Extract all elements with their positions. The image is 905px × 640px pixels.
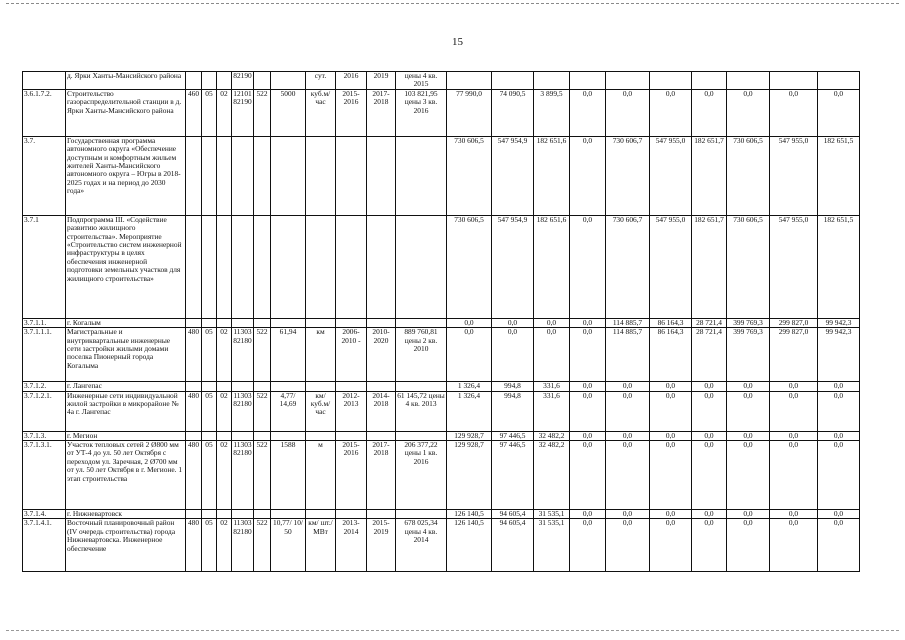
- table-row: [23, 431, 860, 440]
- table-cell: 547 955,0: [770, 136, 818, 215]
- table-cell: 74 090,5: [492, 89, 534, 136]
- table-cell: 0,0: [727, 382, 770, 391]
- table-cell: 480: [186, 441, 202, 510]
- table-cell: 114 885,7: [606, 328, 650, 382]
- table-cell: [396, 215, 447, 318]
- table-cell: 547 955,0: [650, 215, 692, 318]
- table-cell: 86 164,3: [650, 328, 692, 382]
- table-cell: 547 955,0: [650, 136, 692, 215]
- table-cell: 0,0: [692, 89, 727, 136]
- table-cell: 99 942,3: [818, 328, 860, 382]
- row-name-cell: г. Лангепас: [66, 382, 186, 391]
- table-row: [23, 441, 860, 510]
- table-cell: 4,77/ 14,69: [271, 391, 306, 431]
- row-name-cell: Магистральные и внутриквартальные инженерные сети застройки жилыми домами поселка Пионерный города Когалыма: [66, 328, 186, 382]
- row-code-cell: 3.7.1.3.: [23, 431, 66, 440]
- table-cell: [217, 431, 232, 440]
- table-cell: [232, 318, 254, 327]
- table-cell: 331,6: [534, 382, 570, 391]
- table-cell: [818, 72, 860, 90]
- table-row: [23, 519, 860, 572]
- table-cell: 0,0: [650, 441, 692, 510]
- table-row: [23, 382, 860, 391]
- table-cell: [570, 72, 606, 90]
- table-cell: [186, 136, 202, 215]
- table-cell: 32 482,2: [534, 431, 570, 440]
- row-name-cell: г. Когалым: [66, 318, 186, 327]
- table-row: [23, 510, 860, 519]
- table-cell: 0,0: [606, 391, 650, 431]
- table-cell: 05: [202, 441, 217, 510]
- table-cell: [186, 318, 202, 327]
- table-cell: 0,0: [570, 382, 606, 391]
- table-cell: 0,0: [770, 382, 818, 391]
- table-cell: 0,0: [606, 519, 650, 572]
- table-cell: [217, 72, 232, 90]
- table-cell: [367, 136, 396, 215]
- table-cell: 2014-2018: [367, 391, 396, 431]
- table-cell: 994,8: [492, 391, 534, 431]
- table-cell: 0,0: [650, 89, 692, 136]
- table-row: [23, 89, 860, 136]
- table-cell: 28 721,4: [692, 318, 727, 327]
- table-cell: [336, 215, 367, 318]
- table-cell: 299 827,0: [770, 328, 818, 382]
- table-cell: 480: [186, 391, 202, 431]
- table-cell: 0,0: [570, 215, 606, 318]
- table-cell: км: [306, 328, 336, 382]
- table-cell: 0,0: [570, 391, 606, 431]
- table-cell: 460: [186, 89, 202, 136]
- table-cell: 129 928,7: [447, 441, 492, 510]
- table-cell: [217, 215, 232, 318]
- table-cell: цены 4 кв. 2015: [396, 72, 447, 90]
- table-cell: [202, 382, 217, 391]
- table-cell: [396, 431, 447, 440]
- table-cell: 2015-2016: [336, 441, 367, 510]
- table-cell: 0,0: [570, 89, 606, 136]
- table-cell: 05: [202, 89, 217, 136]
- table-row: [23, 391, 860, 431]
- table-cell: 0,0: [818, 391, 860, 431]
- row-code-cell: 3.7.1.4.1.: [23, 519, 66, 572]
- row-name-cell: г. Нижневартовск: [66, 510, 186, 519]
- table-cell: [727, 72, 770, 90]
- table-row: [23, 215, 860, 318]
- table-cell: 480: [186, 519, 202, 572]
- table-cell: 86 164,3: [650, 318, 692, 327]
- table-cell: 0,0: [727, 431, 770, 440]
- table-cell: 126 140,5: [447, 510, 492, 519]
- table-cell: 0,0: [692, 431, 727, 440]
- table-cell: [367, 431, 396, 440]
- table-cell: 0,0: [606, 382, 650, 391]
- table-cell: 0,0: [606, 89, 650, 136]
- table-cell: 0,0: [606, 431, 650, 440]
- table-cell: [202, 215, 217, 318]
- table-cell: [367, 382, 396, 391]
- table-cell: 28 721,4: [692, 328, 727, 382]
- table-row: [23, 328, 860, 382]
- table-cell: 97 446,5: [492, 431, 534, 440]
- table-cell: 0,0: [818, 431, 860, 440]
- table-cell: 0,0: [770, 519, 818, 572]
- table-cell: 2016: [336, 72, 367, 90]
- investment-program-table: [22, 71, 860, 572]
- table-cell: км/ куб.м/ час: [306, 391, 336, 431]
- table-cell: [254, 382, 271, 391]
- table-cell: [534, 72, 570, 90]
- table-cell: 11303 82180: [232, 441, 254, 510]
- table-cell: 547 955,0: [770, 215, 818, 318]
- table-cell: 480: [186, 328, 202, 382]
- table-cell: 02: [217, 89, 232, 136]
- row-code-cell: 3.7.1.4.: [23, 510, 66, 519]
- table-cell: 129 928,7: [447, 431, 492, 440]
- table-cell: 0,0: [447, 318, 492, 327]
- row-name-cell: Подпрограмма III. «Содействие развитию жилищного строительства». Мероприятие «Строительство систем инженерной инфраструктуры в целях обеспечения инженерной подготовки земельных участков для жилищного строительства»: [66, 215, 186, 318]
- table-cell: [306, 215, 336, 318]
- table-cell: 730 606,5: [727, 215, 770, 318]
- table-cell: 0,0: [570, 318, 606, 327]
- table-cell: [186, 431, 202, 440]
- table-cell: 0,0: [534, 318, 570, 327]
- table-cell: 730 606,5: [447, 215, 492, 318]
- table-cell: [396, 318, 447, 327]
- table-row: [23, 136, 860, 215]
- table-cell: [271, 318, 306, 327]
- table-cell: [254, 215, 271, 318]
- table-cell: [336, 510, 367, 519]
- table-cell: 31 535,1: [534, 519, 570, 572]
- table-cell: [606, 72, 650, 90]
- table-cell: 730 606,5: [727, 136, 770, 215]
- table-cell: 0,0: [650, 382, 692, 391]
- table-cell: [306, 510, 336, 519]
- table-cell: [306, 136, 336, 215]
- table-cell: [271, 510, 306, 519]
- table-cell: [232, 215, 254, 318]
- table-cell: [186, 510, 202, 519]
- table-cell: [336, 431, 367, 440]
- page-number: 15: [452, 36, 463, 48]
- table-cell: 114 885,7: [606, 318, 650, 327]
- table-cell: 547 954,9: [492, 136, 534, 215]
- table-cell: 97 446,5: [492, 441, 534, 510]
- table-cell: [202, 431, 217, 440]
- table-cell: 99 942,3: [818, 318, 860, 327]
- table-cell: 32 482,2: [534, 441, 570, 510]
- table-cell: 0,0: [447, 328, 492, 382]
- scan-top-edge: [6, 3, 899, 4]
- table-cell: 0,0: [570, 519, 606, 572]
- table-cell: 11303 82180: [232, 391, 254, 431]
- table-cell: 02: [217, 441, 232, 510]
- table-cell: куб.м/ час: [306, 89, 336, 136]
- table-cell: 0,0: [534, 328, 570, 382]
- table-cell: 0,0: [770, 510, 818, 519]
- table-cell: [367, 215, 396, 318]
- table-cell: 0,0: [692, 519, 727, 572]
- table-row: [23, 72, 860, 90]
- table-cell: 31 535,1: [534, 510, 570, 519]
- table-cell: [254, 318, 271, 327]
- row-code-cell: 3.7.1.2.1.: [23, 391, 66, 431]
- table-cell: 126 140,5: [447, 519, 492, 572]
- table-cell: [770, 72, 818, 90]
- row-name-cell: Строительство газораспределительной станции в д. Ярки Ханты-Мансийского района: [66, 89, 186, 136]
- table-cell: 206 377,22 цены 1 кв. 2016: [396, 441, 447, 510]
- table-cell: 0,0: [570, 328, 606, 382]
- table-cell: 1588: [271, 441, 306, 510]
- row-code-cell: 3.7.1.2.: [23, 382, 66, 391]
- row-code-cell: 3.6.1.7.2.: [23, 89, 66, 136]
- table-cell: 0,0: [570, 431, 606, 440]
- table-cell: [186, 215, 202, 318]
- row-name-cell: Участок тепловых сетей 2 Ø800 мм от УТ-4 до ул. 50 лет Октября с переходом ул. Заречная, 2 Ø700 мм от ул. 50 лет Октября в г. Мегионе. 1 этап строительства: [66, 441, 186, 510]
- table-cell: 182 651,5: [818, 215, 860, 318]
- table-cell: 05: [202, 391, 217, 431]
- table-cell: 331,6: [534, 391, 570, 431]
- table-cell: [202, 136, 217, 215]
- table-cell: 05: [202, 519, 217, 572]
- table-cell: [336, 318, 367, 327]
- table-cell: 11303 82180: [232, 328, 254, 382]
- table-cell: 2013-2014: [336, 519, 367, 572]
- table-cell: 0,0: [692, 391, 727, 431]
- table-cell: 522: [254, 89, 271, 136]
- table-cell: 11303 82180: [232, 519, 254, 572]
- table-cell: 0,0: [650, 431, 692, 440]
- table-cell: [271, 136, 306, 215]
- row-code-cell: 3.7.1: [23, 215, 66, 318]
- table-cell: [271, 382, 306, 391]
- table-cell: 0,0: [818, 510, 860, 519]
- row-name-cell: Инженерные сети индивидуальной жилой застройки в микрорайоне № 4а г. Лангепас: [66, 391, 186, 431]
- table-cell: [254, 431, 271, 440]
- table-cell: [202, 318, 217, 327]
- table-cell: 0,0: [727, 89, 770, 136]
- table-cell: 182 651,7: [692, 215, 727, 318]
- table-cell: [254, 72, 271, 90]
- table-cell: [232, 431, 254, 440]
- table-cell: [232, 136, 254, 215]
- table-cell: [271, 215, 306, 318]
- table-cell: 94 605,4: [492, 510, 534, 519]
- table-cell: 103 821,95 цены 3 кв. 2016: [396, 89, 447, 136]
- table-cell: [306, 431, 336, 440]
- table-cell: [396, 136, 447, 215]
- table-row: [23, 318, 860, 327]
- table-cell: 2017-2018: [367, 89, 396, 136]
- table-cell: 522: [254, 391, 271, 431]
- table-cell: 0,0: [650, 391, 692, 431]
- table-cell: 0,0: [818, 382, 860, 391]
- table-cell: [217, 510, 232, 519]
- table-cell: 522: [254, 328, 271, 382]
- table-cell: 730 606,7: [606, 136, 650, 215]
- table-cell: 02: [217, 391, 232, 431]
- table-cell: 182 651,7: [692, 136, 727, 215]
- scan-bottom-edge: [6, 630, 899, 631]
- row-code-cell: [23, 72, 66, 90]
- table-cell: 02: [217, 328, 232, 382]
- table-cell: 0,0: [727, 391, 770, 431]
- table-cell: [367, 318, 396, 327]
- table-cell: 94 605,4: [492, 519, 534, 572]
- table-cell: 399 769,3: [727, 318, 770, 327]
- table-cell: [650, 72, 692, 90]
- table-cell: 0,0: [606, 441, 650, 510]
- table-cell: 299 827,0: [770, 318, 818, 327]
- row-code-cell: 3.7.1.1.: [23, 318, 66, 327]
- table-cell: 0,0: [727, 510, 770, 519]
- table-cell: 182 651,6: [534, 136, 570, 215]
- table-cell: 0,0: [650, 510, 692, 519]
- table-cell: [271, 431, 306, 440]
- table-cell: 1 326,4: [447, 382, 492, 391]
- table-cell: 0,0: [692, 441, 727, 510]
- table-cell: 61,94: [271, 328, 306, 382]
- table-cell: 0,0: [818, 89, 860, 136]
- table-cell: 0,0: [570, 441, 606, 510]
- table-cell: [232, 382, 254, 391]
- table-cell: [217, 382, 232, 391]
- table-cell: [396, 510, 447, 519]
- table-cell: 0,0: [492, 328, 534, 382]
- table-cell: [217, 318, 232, 327]
- table-cell: [367, 510, 396, 519]
- table-cell: 02: [217, 519, 232, 572]
- table-cell: 2015-2016: [336, 89, 367, 136]
- table-cell: 182 651,5: [818, 136, 860, 215]
- table-cell: 0,0: [606, 510, 650, 519]
- table-cell: 0,0: [570, 510, 606, 519]
- table-cell: 12101 82190: [232, 89, 254, 136]
- table-cell: 0,0: [650, 519, 692, 572]
- table-cell: 82190: [232, 72, 254, 90]
- table-cell: 547 954,9: [492, 215, 534, 318]
- table-cell: 182 651,6: [534, 215, 570, 318]
- row-code-cell: 3.7.1.1.1.: [23, 328, 66, 382]
- table-cell: 5000: [271, 89, 306, 136]
- table-cell: [202, 72, 217, 90]
- table-cell: [396, 382, 447, 391]
- table-cell: сут.: [306, 72, 336, 90]
- table-cell: 2012-2013: [336, 391, 367, 431]
- table-cell: 889 760,81 цены 2 кв. 2010: [396, 328, 447, 382]
- table-cell: 678 025,34 цены 4 кв. 2014: [396, 519, 447, 572]
- table-cell: 0,0: [727, 441, 770, 510]
- row-code-cell: 3.7.1.3.1.: [23, 441, 66, 510]
- row-name-cell: д. Ярки Ханты-Мансийского района: [66, 72, 186, 90]
- table-cell: [186, 72, 202, 90]
- table-cell: 10,77/ 10/ 50: [271, 519, 306, 572]
- table-cell: [336, 136, 367, 215]
- table-cell: [271, 72, 306, 90]
- table-cell: 77 990,0: [447, 89, 492, 136]
- table-cell: 0,0: [770, 431, 818, 440]
- table-cell: 0,0: [818, 519, 860, 572]
- table-cell: [202, 510, 217, 519]
- table-cell: 2019: [367, 72, 396, 90]
- table-cell: [186, 382, 202, 391]
- table-cell: 2015-2019: [367, 519, 396, 572]
- table-cell: 399 769,3: [727, 328, 770, 382]
- table-cell: 2006-2010 -: [336, 328, 367, 382]
- table-cell: [336, 382, 367, 391]
- table-cell: 522: [254, 441, 271, 510]
- table-cell: 0,0: [727, 519, 770, 572]
- table-cell: 1 326,4: [447, 391, 492, 431]
- table-cell: 0,0: [570, 136, 606, 215]
- table-cell: 994,8: [492, 382, 534, 391]
- row-name-cell: Восточный планировочный район (IV очередь строительства) города Нижневартовска. Инженерное обеспечение: [66, 519, 186, 572]
- table-cell: [447, 72, 492, 90]
- table-cell: 730 606,5: [447, 136, 492, 215]
- row-name-cell: Государственная программа автономного округа «Обеспечение доступным и комфортным жильем жителей Ханты-Мансийского автономного округа – Югры в 2018-2025 годах и на период до 2030 года»: [66, 136, 186, 215]
- table-cell: 61 145,72 цены 4 кв. 2013: [396, 391, 447, 431]
- table-cell: 2010-2020: [367, 328, 396, 382]
- row-code-cell: 3.7.: [23, 136, 66, 215]
- table-cell: 0,0: [492, 318, 534, 327]
- table-cell: 0,0: [818, 441, 860, 510]
- table-cell: 2017-2018: [367, 441, 396, 510]
- row-name-cell: г. Мегион: [66, 431, 186, 440]
- table-cell: 0,0: [692, 510, 727, 519]
- table-cell: [306, 318, 336, 327]
- table-cell: 522: [254, 519, 271, 572]
- table-cell: 0,0: [770, 89, 818, 136]
- table-cell: [492, 72, 534, 90]
- table-cell: [306, 382, 336, 391]
- table-cell: [692, 72, 727, 90]
- table-cell: 0,0: [770, 391, 818, 431]
- table-cell: [232, 510, 254, 519]
- table-cell: км/ шт./ МВт: [306, 519, 336, 572]
- table-cell: 3 899,5: [534, 89, 570, 136]
- table-cell: [254, 510, 271, 519]
- table-cell: м: [306, 441, 336, 510]
- table-cell: [254, 136, 271, 215]
- table-cell: [217, 136, 232, 215]
- table-cell: 0,0: [770, 441, 818, 510]
- table-cell: 0,0: [692, 382, 727, 391]
- table-cell: 05: [202, 328, 217, 382]
- table-cell: 730 606,7: [606, 215, 650, 318]
